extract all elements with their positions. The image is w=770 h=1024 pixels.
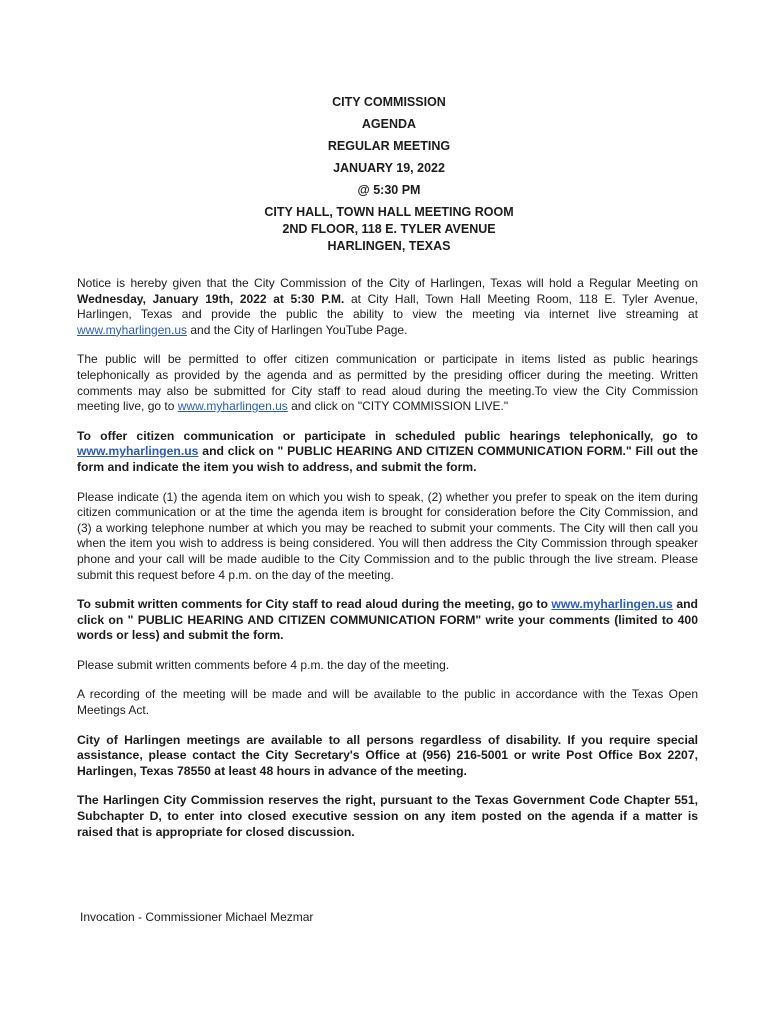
agenda-body (77, 276, 698, 854)
website-link[interactable]: www.myharlingen.us (177, 399, 288, 414)
notice-paragraph: Notice is hereby given that the City Commission of the City of Harlingen, Texas will hold a Regular Meeting on Wednesday, January 19th, 2022 at 5:30 P.M. at City Hall, Town Hall Meeting Room, 118 E. Tyler Avenue, Harlingen, Texas and provide the public the ability to view the meeting via internet live streaming at www.myharlingen.us and the City of Harlingen YouTube Page. (77, 276, 698, 337)
heading-address: 2ND FLOOR, 118 E. TYLER AVENUE (282, 222, 496, 236)
public-participation-paragraph: The public will be permitted to offer citizen communication or participate in items listed as public hearings telephonically as provided by the agenda and as permitted by the presiding officer during the meeting. Written comments may also be submitted for City staff to read aloud during the meeting.To view the City Commission meeting live, go to www.myharlingen.us and click on "CITY COMMISSION LIVE." (77, 352, 698, 414)
heading-time: @ 5:30 PM (357, 183, 421, 197)
written-comments-paragraph: To submit written comments for City staff to read aloud during the meeting, go to www.myharlingen.us and click on " PUBLIC HEARING AND CITIZEN COMMUNICATION FORM" write your comments (limited to 400 words or less) and submit the form. (77, 597, 698, 643)
deadline-paragraph: Please submit written comments before 4 p.m. the day of the meeting. (77, 657, 450, 672)
accessibility-paragraph: City of Harlingen meetings are available to all persons regardless of disability. If you require special assistance, please contact the City Secretary's Office at (956) 216-5001 or write Post Office Box 2207, Harlingen, Texas 78550 at least 48 hours in advance of the meeting. (77, 732, 698, 778)
website-link[interactable]: www.myharlingen.us (551, 597, 673, 612)
website-link[interactable]: www.myharlingen.us (77, 322, 188, 337)
heading-city-commission: CITY COMMISSION (332, 95, 446, 109)
meeting-date-time: Wednesday, January 19th, 2022 at 5:30 P.M. (77, 291, 345, 306)
heading-meeting-type: REGULAR MEETING (327, 139, 451, 153)
heading-date: JANUARY 19, 2022 (333, 161, 445, 175)
agenda-heading (0, 94, 770, 255)
speaker-instructions-paragraph: Please indicate (1) the agenda item on which you wish to speak, (2) whether you prefer to speak on the item during citizen communication or at the time the agenda item is brought for consideration before the City Commission, and (3) a working telephone number at which you may be reached to submit your comments. The City will then call you when the item you wish to address is being considered. You will then address the City Commission through speaker phone and your call will be made audible to the City Commission and to the public through the live stream. Please submit this request before 4 p.m. on the day of the meeting. (77, 489, 698, 582)
telephone-instructions-paragraph: To offer citizen communication or participate in scheduled public hearings telephonically, go to www.myharlingen.us and click on " PUBLIC HEARING AND CITIZEN COMMUNICATION FORM." Fill out the form and indicate the item you wish to address, and submit the form. (77, 428, 698, 474)
heading-location: CITY HALL, TOWN HALL MEETING ROOM (264, 205, 514, 219)
invocation-line: Invocation - Commissioner Michael Mezmar (80, 910, 314, 924)
recording-paragraph: A recording of the meeting will be made and will be available to the public in accordance with the Texas Open Meetings Act. (77, 687, 698, 718)
heading-agenda: AGENDA (361, 117, 417, 131)
heading-city: HARLINGEN, TEXAS (327, 239, 451, 253)
executive-session-paragraph: The Harlingen City Commission reserves the right, pursuant to the Texas Government Code Chapter 551, Subchapter D, to enter into closed executive session on any item posted on the agenda if a matter is raised that is appropriate for closed discussion. (77, 793, 698, 839)
website-link[interactable]: www.myharlingen.us (77, 444, 199, 459)
